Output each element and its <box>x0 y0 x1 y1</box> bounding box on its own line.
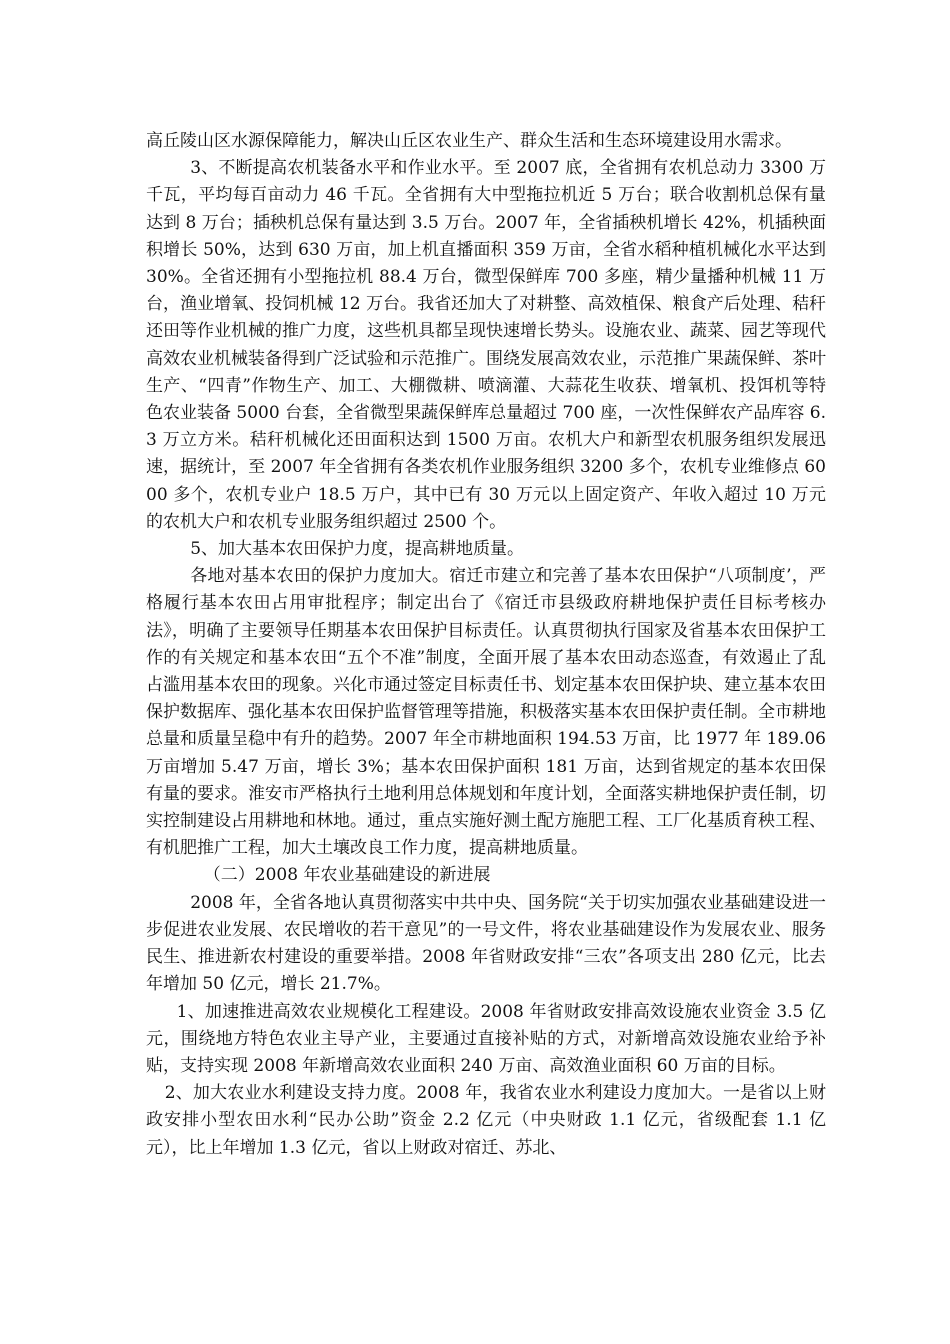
paragraph-2008-overview: 2008 年，全省各地认真贯彻落实中共中央、国务院“关于切实加强农业基础建设进一步促进农业发展、农民增收的若干意见”的一号文件，将农业基础建设作为发展农业、服务民生、推进新农村建设的重要举措。2008 年省财政安排“三农”各项支出 280 亿元，比去年增加 50 亿元，增长 21.7%。 <box>146 892 826 995</box>
section-heading-2008-progress: （二）2008 年农业基础建设的新进展 <box>203 865 491 886</box>
paragraph-heading-farmland-protection: 5、加大基本农田保护力度，提高耕地质量。 <box>190 539 525 560</box>
paragraph-water-supply: 高丘陵山区水源保障能力，解决山丘区农业生产、群众生活和生态环境建设用水需求。 <box>146 131 792 151</box>
paragraph-farm-machinery: 3、不断提高农机装备水平和作业水平。至 2007 底，全省拥有农机总动力 3300 万千瓦，平均每百亩动力 46 千瓦。全省拥有大中型拖拉机近 5 万台；联合收割机总保有量达到 8 万台；插秧机总保有量达到 3.5 万台。2007 年，全省插秧机增长 42%，机插秧面积增长 50%，达到 630 万亩，加上机直播面积 359 万亩，全省水稻种植机械化水平达到 30%。全省还拥有小型拖拉机 88.4 万台，微型保鲜库 700 多座，精少量播种机械 11 万台，渔业增氧、投饲机械 12 万台。我省还加大了对耕整、高效植保、粮食产后处理、秸秆还田等作业机械的推广力度，这些机具都呈现快速增长势头。设施农业、蔬菜、园艺等现代高效农业机械装备得到广泛试验和示范推广。围绕发展高效农业，示范推广果蔬保鲜、茶叶生产、“四青”作物生产、加工、大棚微耕、喷滴灌、大蒜花生收获、增氧机、投饵机等特色农业装备 5000 台套，全省微型果蔬保鲜库总量超过 700 座，一次性保鲜农产品库容 6.3 万立方米。秸秆机械化还田面积达到 1500 万亩。农机大户和新型农机服务组织发展迅速，据统计，至 2007 年全省拥有各类农机作业服务组织 3200 多个，农机专业维修点 6000 多个，农机专业户 18.5 万户，其中已有 30 万元以上固定资产、年收入超过 10 万元的农机大户和农机专业服务组织超过 2500 个。 <box>146 158 826 532</box>
paragraph-farmland-protection: 各地对基本农田的保护力度加大。宿迁市建立和完善了基本农田保护“八项制度’，严格履行基本农田占用审批程序；制定出台了《宿迁市县级政府耕地保护责任目标考核办法》，明确了主要领导任期基本农田保护目标责任。认真贯彻执行国家及省基本农田保护工作的有关规定和基本农田“五个不准”制度，全面开展了基本农田动态巡查，有效遏止了乱占滥用基本农田的现象。兴化市通过签定目标责任书、划定基本农田保护块、建立基本农田保护数据库、强化基本农田保护监督管理等措施，积极落实基本农田保护责任制。全市耕地总量和质量呈稳中有升的趋势。2007 年全市耕地面积 194.53 万亩，比 1977 年 189.06 万亩增加 5.47 万亩，增长 3%；基本农田保护面积 181 万亩，达到省规定的基本农田保有量的要求。淮安市严格执行土地利用总体规划和年度计划，全面落实耕地保护责任制，切实控制建设占用耕地和林地。通过，重点实施好测土配方施肥工程、工厂化基质育秧工程、有机肥推广工程，加大土壤改良工作力度，提高耕地质量。 <box>146 566 826 859</box>
document-body <box>146 128 826 1162</box>
paragraph-water-conservancy: 2、加大农业水利建设支持力度。2008 年，我省农业水利建设力度加大。一是省以上财政安排小型农田水利“民办公助”资金 2.2 亿元（中央财政 1.1 亿元，省级配套 1.1 亿元），比上年增加 1.3 亿元，省以上财政对宿迁、苏北、 <box>146 1083 826 1158</box>
paragraph-efficient-agriculture: 1、加速推进高效农业规模化工程建设。2008 年省财政安排高效设施农业资金 3.5 亿元，围绕地方特色农业主导产业，主要通过直接补贴的方式，对新增高效设施农业给予补贴，支持实现 2008 年新增高效农业面积 240 万亩、高效渔业面积 60 万亩的目标。 <box>146 1001 826 1076</box>
